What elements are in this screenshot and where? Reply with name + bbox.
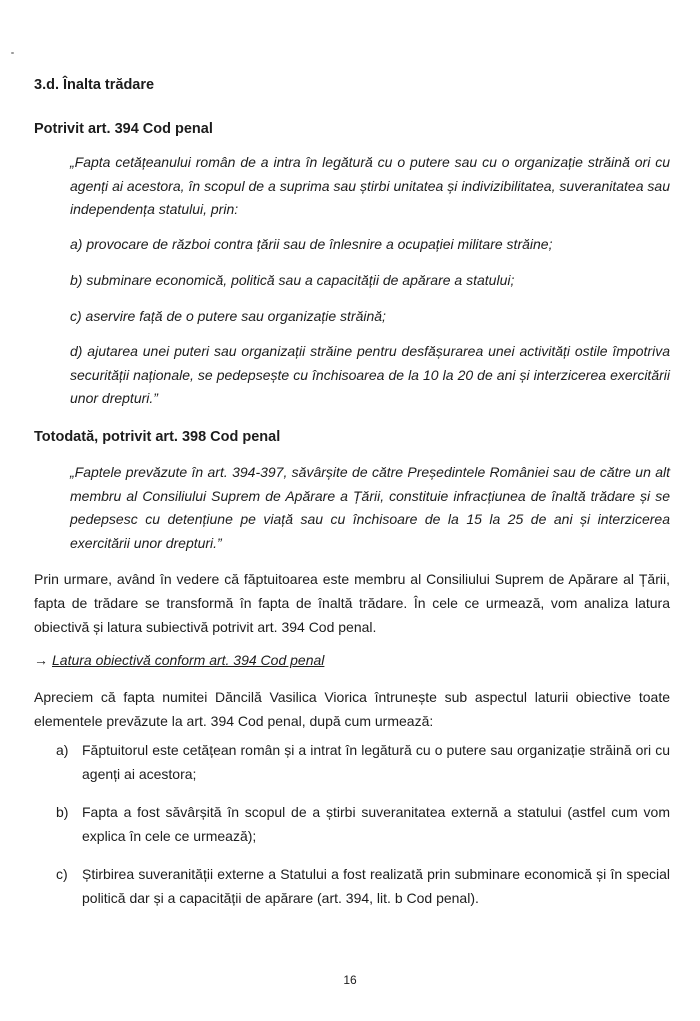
quote-398: „Faptele prevăzute în art. 394-397, săvârșite de către Președintele României sau de către un alt membru al Consiliului Suprem de Apărare a Țării, constituie infracțiunea de înaltă trădare și se pedepsesc cu detențiune pe viață sau cu închisoare de la 15 la 25 de ani și interzicerea exercitării unor drepturi.” xyxy=(70,464,670,551)
subsection-label: Latura obiectivă conform art. 394 Cod penal xyxy=(52,652,325,668)
quote-394-item-b: b) subminare economică, politică sau a capacității de apărare a statului; xyxy=(70,272,515,288)
page-number: 16 xyxy=(343,973,357,987)
list-marker: b) xyxy=(56,804,69,820)
quote-394-item-c: c) aservire față de o putere sau organizație străină; xyxy=(70,308,386,324)
list-item-text: Știrbirea suveranității externe a Statului a fost realizată prin subminare economică și în special politică dar și a capacității de apărare (art. 394, lit. b Cod penal). xyxy=(82,866,670,906)
quote-394-item-d: d) ajutarea unei puteri sau organizații străine pentru desfășurarea unei activități ostile împotriva securității naționale, se pedepsește cu închisoarea de la 10 la 20 de ani și interzicerea exercitării unor drepturi.” xyxy=(70,343,670,406)
list-item xyxy=(56,738,670,786)
analysis-intro-paragraph: Apreciem că fapta numitei Dăncilă Vasilica Viorica întrunește sub aspectul laturii obiective toate elementele prevăzute la art. 394 Cod penal, după cum urmează: xyxy=(34,689,670,729)
list-marker: c) xyxy=(56,866,68,882)
subsection-latura-obiectiva xyxy=(34,651,324,669)
section-title: 3.d. Înalta trădare xyxy=(34,77,155,93)
heading-art-398: Totodată, potrivit art. 398 Cod penal xyxy=(34,429,281,445)
quote-394-item-a: a) provocare de război contra țării sau de înlesnire a ocupației militare străine; xyxy=(70,236,553,252)
list-marker: a) xyxy=(56,742,69,758)
heading-art-394: Potrivit art. 394 Cod penal xyxy=(34,121,213,137)
list-item-text: Fapta a fost săvârșită în scopul de a știrbi suveranitatea externă a statului (astfel cum vom explica în cele ce urmează); xyxy=(82,804,670,844)
list-item xyxy=(56,862,670,910)
list-item xyxy=(56,800,670,848)
arrow-right-icon: → xyxy=(34,652,48,668)
conclusion-paragraph: Prin urmare, având în vedere că făptuitoarea este membru al Consiliului Suprem de Apărare al Țării, fapta de trădare se transformă în fapta de înaltă trădare. În cele ce urmează, vom analiza latura obiectivă și latura subiectivă potrivit art. 394 Cod penal. xyxy=(34,571,670,635)
quote-394-intro: „Fapta cetățeanului român de a intra în legătură cu o putere sau cu o organizație străină ori cu agenți ai acestora, în scopul de a suprima sau știrbi unitatea și indivizibilitatea, suveranitatea sau independența statului, prin: xyxy=(70,154,670,217)
list-item-text: Făptuitorul este cetățean român și a intrat în legătură cu o putere sau organizație străină ori cu agenți ai acestora; xyxy=(82,742,670,782)
scan-speck xyxy=(11,52,14,54)
